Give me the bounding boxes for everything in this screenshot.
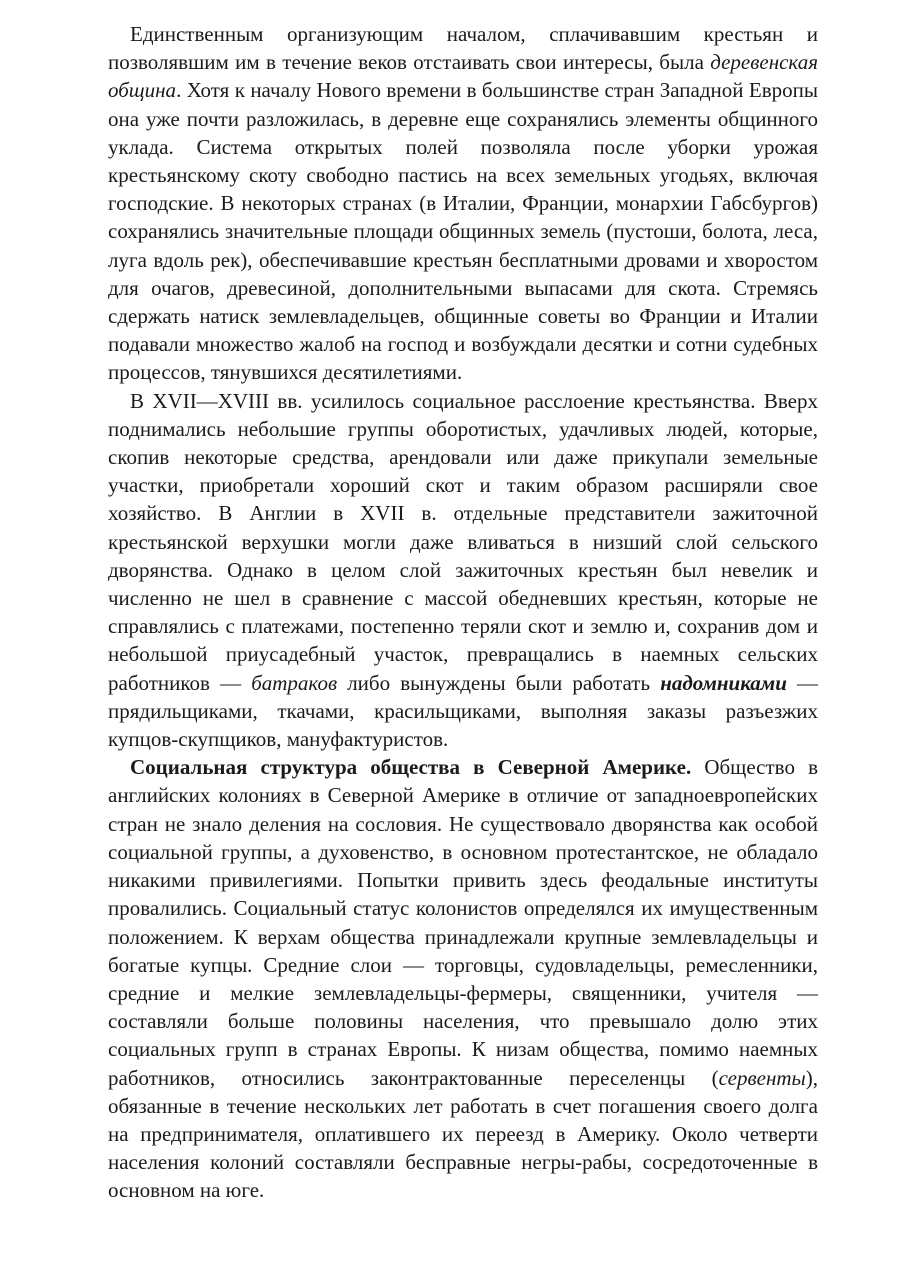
- term-village-community: деревенская община: [108, 50, 818, 103]
- paragraph-north-america: [108, 753, 818, 1204]
- term-nadomniki: надомниками: [660, 670, 787, 695]
- paragraph-text: . Хотя к началу Нового времени в большинстве стран Западной Европы она уже почти разложилась, в деревне еще сохранялись элементы общинного уклада. Система открытых полей позволяла после уборки урожая крестьянскому скоту свободно пастись на всех земельных угодьях, включая господские. В некоторых странах (в Италии, Франции, монархии Габсбургов) сохранялись значительные площади общинных земель (пустоши, болота, леса, луга вдоль рек), обеспечивавшие крестьян бесплатными дровами и хворостом для очагов, древесиной, дополнительными выпасами для скота. Стремясь сдержать натиск землевладельцев, общинные советы во Франции и Италии подавали множество жалоб на господ и возбуждали десятки и сотни судебных процессов, тянувшихся десятилетиями.: [108, 78, 818, 385]
- paragraph-village-community: [108, 20, 818, 387]
- term-servants: сервенты: [718, 1065, 806, 1090]
- paragraph-text: ), обязанные в течение нескольких лет работать в счет погашения своего долга на предпринимателя, оплатившего их переезд в Америку. Около четверти населения колоний составляли бесправные негры-рабы, сосредоточенные в основном на юге.: [108, 1065, 818, 1203]
- paragraph-peasant-stratification: [108, 387, 818, 754]
- paragraph-text: В XVII—XVIII вв. усилилось социальное расслоение крестьянства. Вверх поднимались небольшие группы оборотистых, удачливых людей, которые, скопив некоторые средства, арендовали или даже прикупали земельные участки, приобретали хороший скот и таким образом расширяли свое хозяйство. В Англии в XVII в. отдельные представители зажиточной крестьянской верхушки могли даже вливаться в низший слой сельского дворянства. Однако в целом слой зажиточных крестьян был невелик и численно не шел в сравнение с массой обедневших крестьян, которые не справлялись с платежами, постепенно теряли скот и землю и, сохранив дом и небольшой приусадебный участок, превращались в наемных сельских работников —: [108, 388, 818, 695]
- term-batraki: батраков: [251, 670, 338, 695]
- paragraph-text: Общество в английских колониях в Северной Америке в отличие от западноевропейских стран не знало деления на сословия. Не существовало дворянства как особой социальной группы, а духовенство, в основном протестантское, не обладало никакими привилегиями. Попытки привить здесь феодальные институты провалились. Социальный статус колонистов определялся их имущественным положением. К верхам общества принадлежали крупные землевладельцы и богатые купцы. Средние слои — торговцы, судовладельцы, ремесленники, средние и мелкие землевладельцы-фермеры, священники, учителя — составляли больше половины населения, что превышало долю этих социальных групп в странах Европы. К низам общества, помимо наемных работников, относились законтрактованные переселенцы (: [108, 755, 818, 1090]
- paragraph-text: Единственным организующим началом, сплачивавшим крестьян и позволявшим им в течение веков отстаивать свои интересы, была: [108, 22, 818, 75]
- document-page: [108, 20, 818, 1205]
- paragraph-text: — прядильщиками, ткачами, красильщиками, выполняя заказы разъезжих купцов-скупщиков, мануфактуристов.: [108, 670, 819, 752]
- paragraph-text: либо вынуждены были работать: [337, 670, 661, 695]
- section-heading: Социальная структура общества в Северной Америке.: [130, 755, 692, 780]
